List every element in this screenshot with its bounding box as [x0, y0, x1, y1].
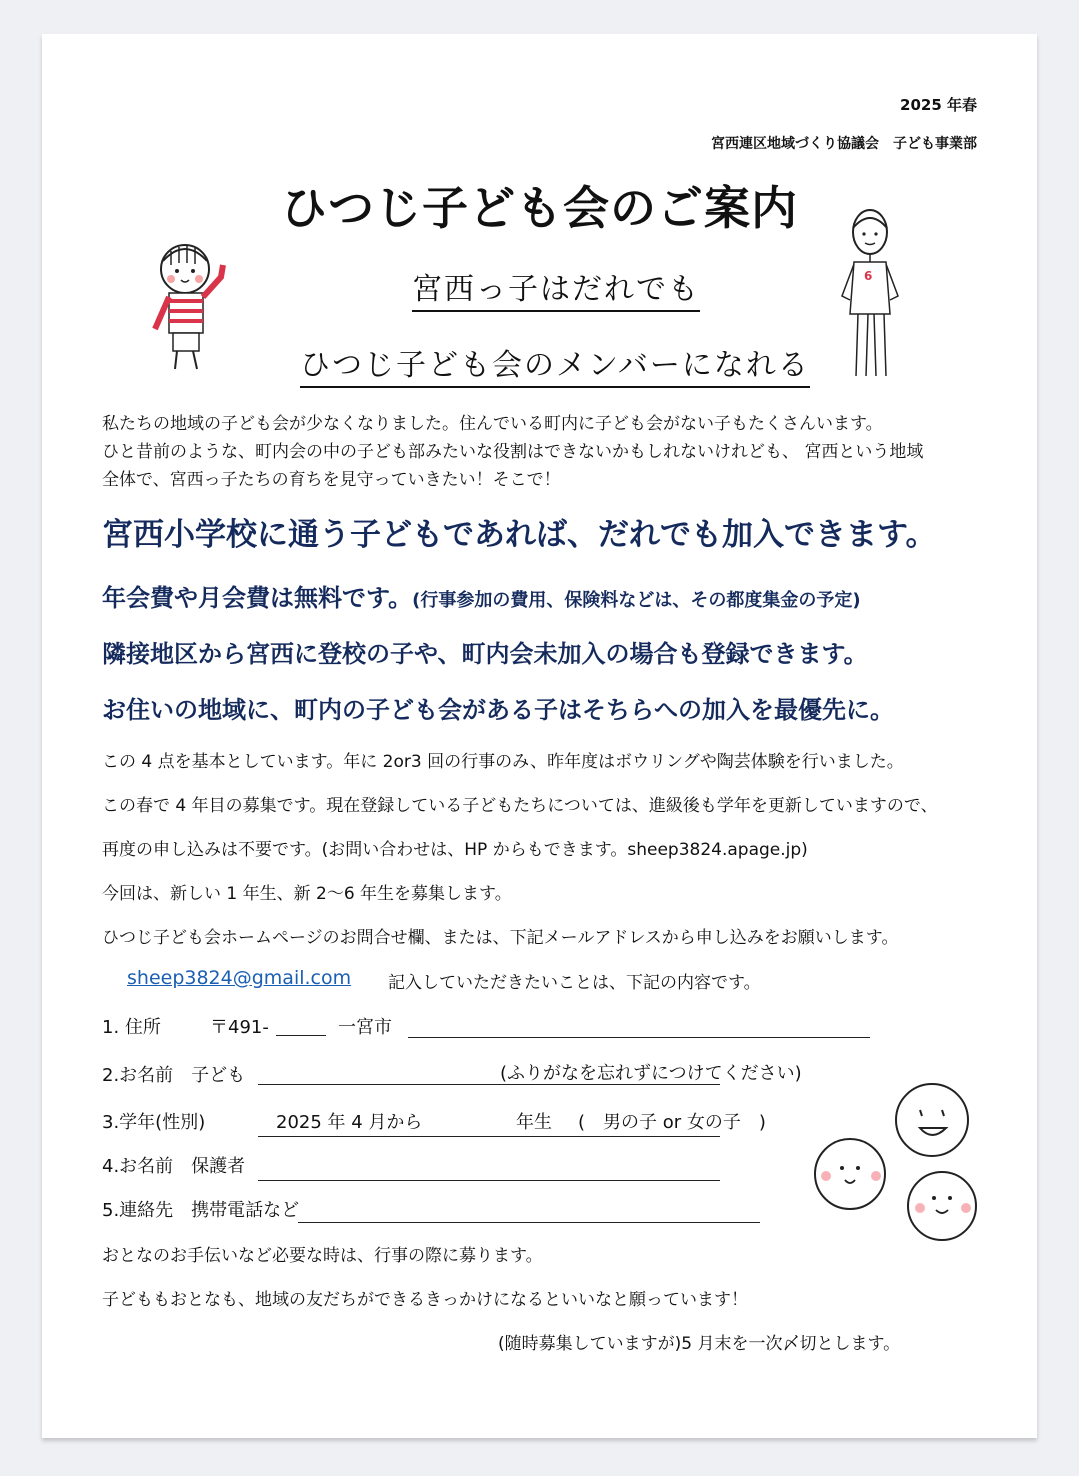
paragraph: 今回は、新しい 1 年生、新 2～6 年生を募集します。: [102, 884, 512, 904]
highlight-2: [102, 578, 861, 613]
date: 2025 年春: [900, 96, 977, 114]
grade-from-text: 2025 年 4 月から: [276, 1112, 423, 1133]
email-link[interactable]: sheep3824@gmail.com: [127, 967, 352, 989]
closing-line: おとなのお手伝いなど必要な時は、行事の際に募ります。: [102, 1246, 543, 1266]
paragraph: 再度の申し込みは不要です。(お問い合わせは、HP からもできます。sheep3824.apage.jp): [102, 840, 808, 860]
subtitle-2: ひつじ子ども会のメンバーになれる: [300, 340, 810, 388]
highlight-1: 宮西小学校に通う子どもであれば、だれでも加入できます。: [102, 517, 937, 553]
subtitle-1: 宮西っ子はだれでも: [412, 264, 700, 312]
address-blank-line[interactable]: [408, 1037, 870, 1038]
grade-blank-line[interactable]: [258, 1136, 720, 1137]
form-zip-label: 〒491-: [210, 1017, 269, 1038]
svg-text:6: 6: [864, 269, 873, 283]
zip-blank-line[interactable]: [276, 1035, 326, 1036]
form-child-name-label: 2.お名前 子ども: [102, 1065, 246, 1086]
paragraph: この 4 点を基本としています。年に 2or3 回の行事のみ、昨年度はボウリングや陶芸体験を行いました。: [102, 752, 904, 772]
intro-line: 私たちの地域の子ども会が少なくなりました。住んでいる町内に子ども会がない子もたくさんいます。: [102, 414, 883, 434]
furigana-note: (ふりがなを忘れずにつけてください): [500, 1063, 802, 1084]
form-city-label: 一宮市: [338, 1017, 392, 1038]
boy-illustration: [147, 237, 237, 377]
form-grade-label: 3.学年(性別): [102, 1112, 206, 1133]
highlight-4: お住いの地域に、町内の子ども会がある子はそちらへの加入を最優先に。: [102, 696, 894, 724]
paragraph: ひつじ子ども会ホームページのお問合せ欄、または、下記メールアドレスから申し込みをお願いします。: [102, 928, 899, 948]
intro-text: [102, 410, 923, 494]
highlight-2-main: 年会費や月会費は無料です。: [102, 584, 413, 612]
form-guardian-label: 4.お名前 保護者: [102, 1156, 246, 1177]
page-title: ひつじ子ども会のご案内: [281, 181, 798, 235]
guardian-blank-line[interactable]: [258, 1180, 720, 1181]
paragraph: この春で 4 年目の募集です。現在登録している子どもたちについては、進級後も学年を更新していますので、: [102, 796, 938, 816]
grade-text: 年生: [516, 1112, 552, 1133]
form-address-label: 1. 住所: [102, 1017, 161, 1038]
intro-line: 全体で、宮西っ子たちの育ちを見守っていきたい！そこで！: [102, 470, 561, 490]
highlight-2-note: (行事参加の費用、保険料などは、その都度集金の予定): [412, 590, 861, 611]
closing-line: 子どももおとなも、地域の友だちができるきっかけになるといいなと願っています！: [102, 1290, 748, 1310]
contact-blank-line[interactable]: [298, 1222, 760, 1223]
deadline-note: (随時募集していますが)5 月末を一次〆切とします。: [498, 1334, 901, 1354]
organizer: 宮西連区地域づくり協議会 子ども事業部: [711, 136, 977, 152]
girl-illustration: [834, 206, 906, 386]
smiling-faces-illustration: [812, 1080, 984, 1246]
flyer-page: [42, 34, 1037, 1438]
highlight-3: 隣接地区から宮西に登校の子や、町内会未加入の場合も登録できます。: [102, 640, 868, 668]
gender-choice: ( 男の子 or 女の子 ): [578, 1112, 766, 1133]
email-note: 記入していただきたいことは、下記の内容です。: [388, 973, 761, 993]
form-contact-label: 5.連絡先 携帯電話など: [102, 1200, 300, 1221]
intro-line: ひと昔前のような、町内会の中の子ども部みたいな役割はできないかもしれないけれども、 宮西という地域: [102, 442, 924, 462]
